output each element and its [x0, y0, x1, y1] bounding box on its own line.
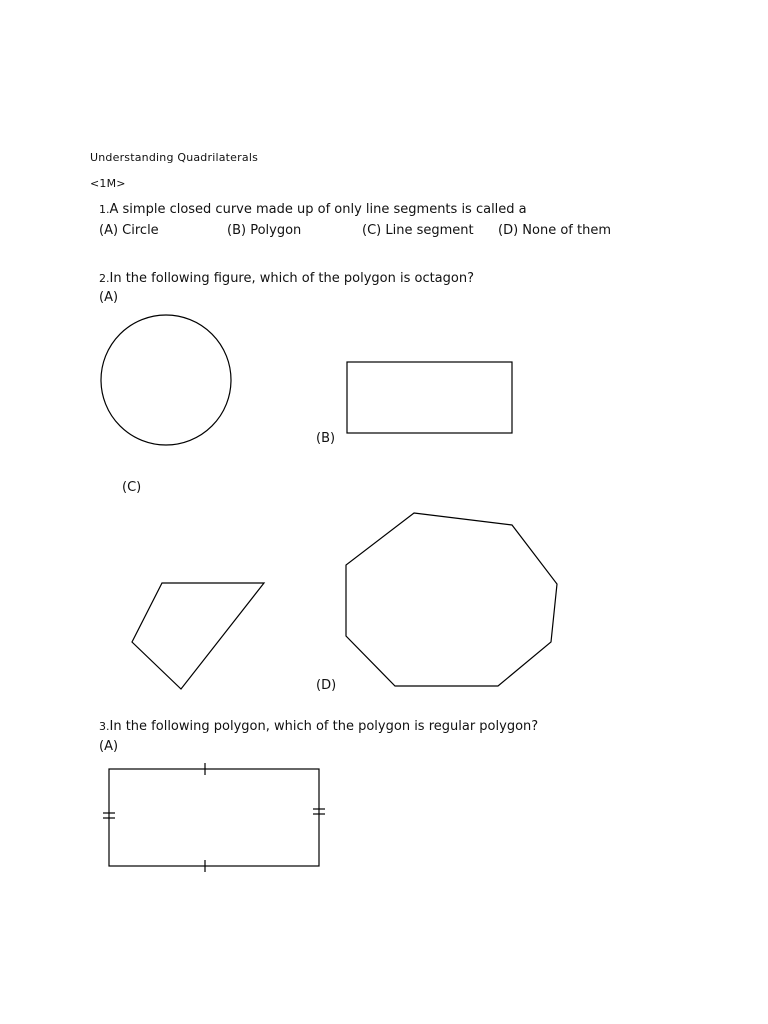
q2-label-c: (C): [122, 480, 142, 495]
q3-label-a: (A): [99, 739, 119, 754]
q2-label-a: (A): [99, 290, 119, 305]
q1-option-c: (C) Line segment: [362, 223, 474, 238]
q2-label-d: (D): [316, 678, 337, 693]
question-text: In the following figure, which of the polygon is octagon?: [109, 271, 474, 286]
question-number: 2.: [99, 272, 110, 285]
rectangle-with-ticks-figure: [109, 769, 319, 866]
q1-option-d: (D) None of them: [498, 223, 611, 238]
q1-option-a: (A) Circle: [99, 223, 159, 238]
q2-label-b: (B): [316, 431, 336, 446]
question-text: A simple closed curve made up of only line segments is called a: [109, 202, 527, 217]
q1-option-b: (B) Polygon: [227, 223, 302, 238]
question-number: 3.: [99, 720, 110, 733]
question-number: 1.: [99, 203, 110, 216]
document-title: Understanding Quadrilaterals: [90, 151, 259, 164]
marks-label: <1M>: [90, 177, 126, 190]
question-text: In the following polygon, which of the polygon is regular polygon?: [109, 719, 539, 734]
